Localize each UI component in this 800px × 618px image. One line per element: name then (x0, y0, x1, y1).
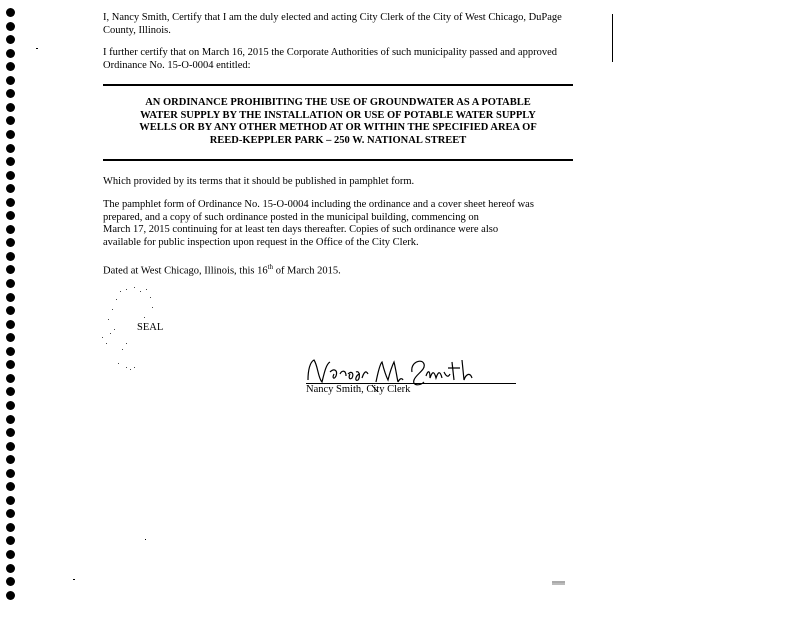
seal-dot (126, 289, 127, 290)
pamphlet-line: The pamphlet form of Ordinance No. 15-O-0004 including the ordinance and a cover sheet hereof was (103, 199, 534, 210)
binder-hole (6, 184, 15, 193)
pamphlet-line: March 17, 2015 continuing for at least ten days thereafter. Copies of such ordinance were also (103, 224, 499, 235)
title-top-rule (103, 84, 573, 86)
seal-dot (134, 287, 135, 288)
binder-hole (6, 496, 15, 505)
seal-dot (130, 369, 131, 370)
binder-hole (6, 62, 15, 71)
ordinance-title (103, 97, 573, 147)
scan-stamp (551, 580, 566, 586)
opening-paragraph: I, Nancy Smith, Certify that I am the duly elected and acting City Clerk of the City of West Chicago, DuPage County, Illinois. (103, 12, 562, 36)
binder-hole (6, 144, 15, 153)
margin-mark (36, 48, 38, 49)
pamphlet-paragraph (103, 199, 573, 249)
dated-ordinal: th (267, 263, 274, 271)
binder-hole (6, 347, 15, 356)
seal-dot (140, 291, 141, 292)
binder-hole (6, 401, 15, 410)
pamphlet-line: available for public inspection upon request in the Office of the City Clerk. (103, 236, 419, 248)
dated-suffix: of March 2015. (273, 265, 341, 277)
binder-hole (6, 415, 15, 424)
ordinance-title-line: WELLS OR BY ANY OTHER METHOD AT OR WITHIN THE SPECIFIED AREA OF (139, 122, 537, 133)
binder-hole (6, 252, 15, 261)
seal-dot (120, 291, 121, 292)
binder-hole (6, 564, 15, 573)
seal-dot (102, 337, 103, 338)
binder-hole (6, 293, 15, 302)
seal-label: SEAL (137, 322, 164, 333)
binder-hole (6, 238, 15, 247)
binder-hole (6, 130, 15, 139)
binder-hole (6, 157, 15, 166)
seal-dot (112, 309, 113, 310)
seal-dot (110, 333, 111, 334)
binder-hole (6, 577, 15, 586)
seal-dot (116, 299, 117, 300)
binder-hole (6, 360, 15, 369)
binder-hole (6, 116, 15, 125)
binder-hole (6, 103, 15, 112)
seal-dot (122, 349, 123, 350)
seal-dot (134, 367, 135, 368)
seal-dot (106, 343, 107, 344)
seal-dot (118, 363, 119, 364)
binder-hole (6, 320, 15, 329)
binder-hole (6, 428, 15, 437)
binder-hole (6, 211, 15, 220)
pamphlet-line: prepared, and a copy of such ordinance posted in the municipal building, commencing on (103, 211, 479, 223)
publication-terms: Which provided by its terms that it should be published in pamphlet form. (103, 176, 415, 187)
passage-paragraph: I further certify that on March 16, 2015 the Corporate Authorities of such municipality passed and approved Ordinance No. 15-O-0004 entitled: (103, 47, 558, 71)
binder-hole (6, 509, 15, 518)
signatory-name: Nancy Smith, City Clerk (306, 384, 411, 395)
binder-hole (6, 306, 15, 315)
ordinance-title-line: AN ORDINANCE PROHIBITING THE USE OF GROUNDWATER AS A POTABLE (145, 97, 531, 108)
binder-hole (6, 591, 15, 600)
binder-hole (6, 469, 15, 478)
margin-mark (145, 539, 146, 540)
binder-hole (6, 8, 15, 17)
ordinance-title-line: WATER SUPPLY BY THE INSTALLATION OR USE OF POTABLE WATER SUPPLY (140, 109, 536, 121)
binder-hole (6, 536, 15, 545)
binder-hole (6, 225, 15, 234)
seal-dot (152, 307, 153, 308)
binder-hole (6, 455, 15, 464)
margin-mark (73, 579, 75, 580)
margin-mark (612, 14, 613, 62)
binder-hole (6, 550, 15, 559)
seal-dot (126, 343, 127, 344)
binder-hole (6, 76, 15, 85)
binder-hole (6, 22, 15, 31)
seal-dot (146, 289, 147, 290)
dated-prefix: Dated at West Chicago, Illinois, this 16 (103, 265, 268, 277)
binder-hole (6, 49, 15, 58)
ordinance-title-line: REED-KEPPLER PARK – 250 W. NATIONAL STREET (209, 134, 467, 146)
binder-hole (6, 523, 15, 532)
binder-hole (6, 482, 15, 491)
binder-hole (6, 198, 15, 207)
seal-dot (150, 297, 151, 298)
binder-hole (6, 279, 15, 288)
binder-hole (6, 89, 15, 98)
dated-line (103, 261, 573, 278)
binder-hole (6, 35, 15, 44)
seal-dot (108, 319, 109, 320)
binder-hole (6, 387, 15, 396)
seal-dot (126, 367, 127, 368)
seal-dot (144, 317, 145, 318)
binder-hole (6, 265, 15, 274)
binder-hole (6, 374, 15, 383)
title-bottom-rule (103, 159, 573, 161)
binder-hole (6, 333, 15, 342)
binder-hole (6, 442, 15, 451)
binder-hole (6, 171, 15, 180)
seal-dot (114, 329, 115, 330)
